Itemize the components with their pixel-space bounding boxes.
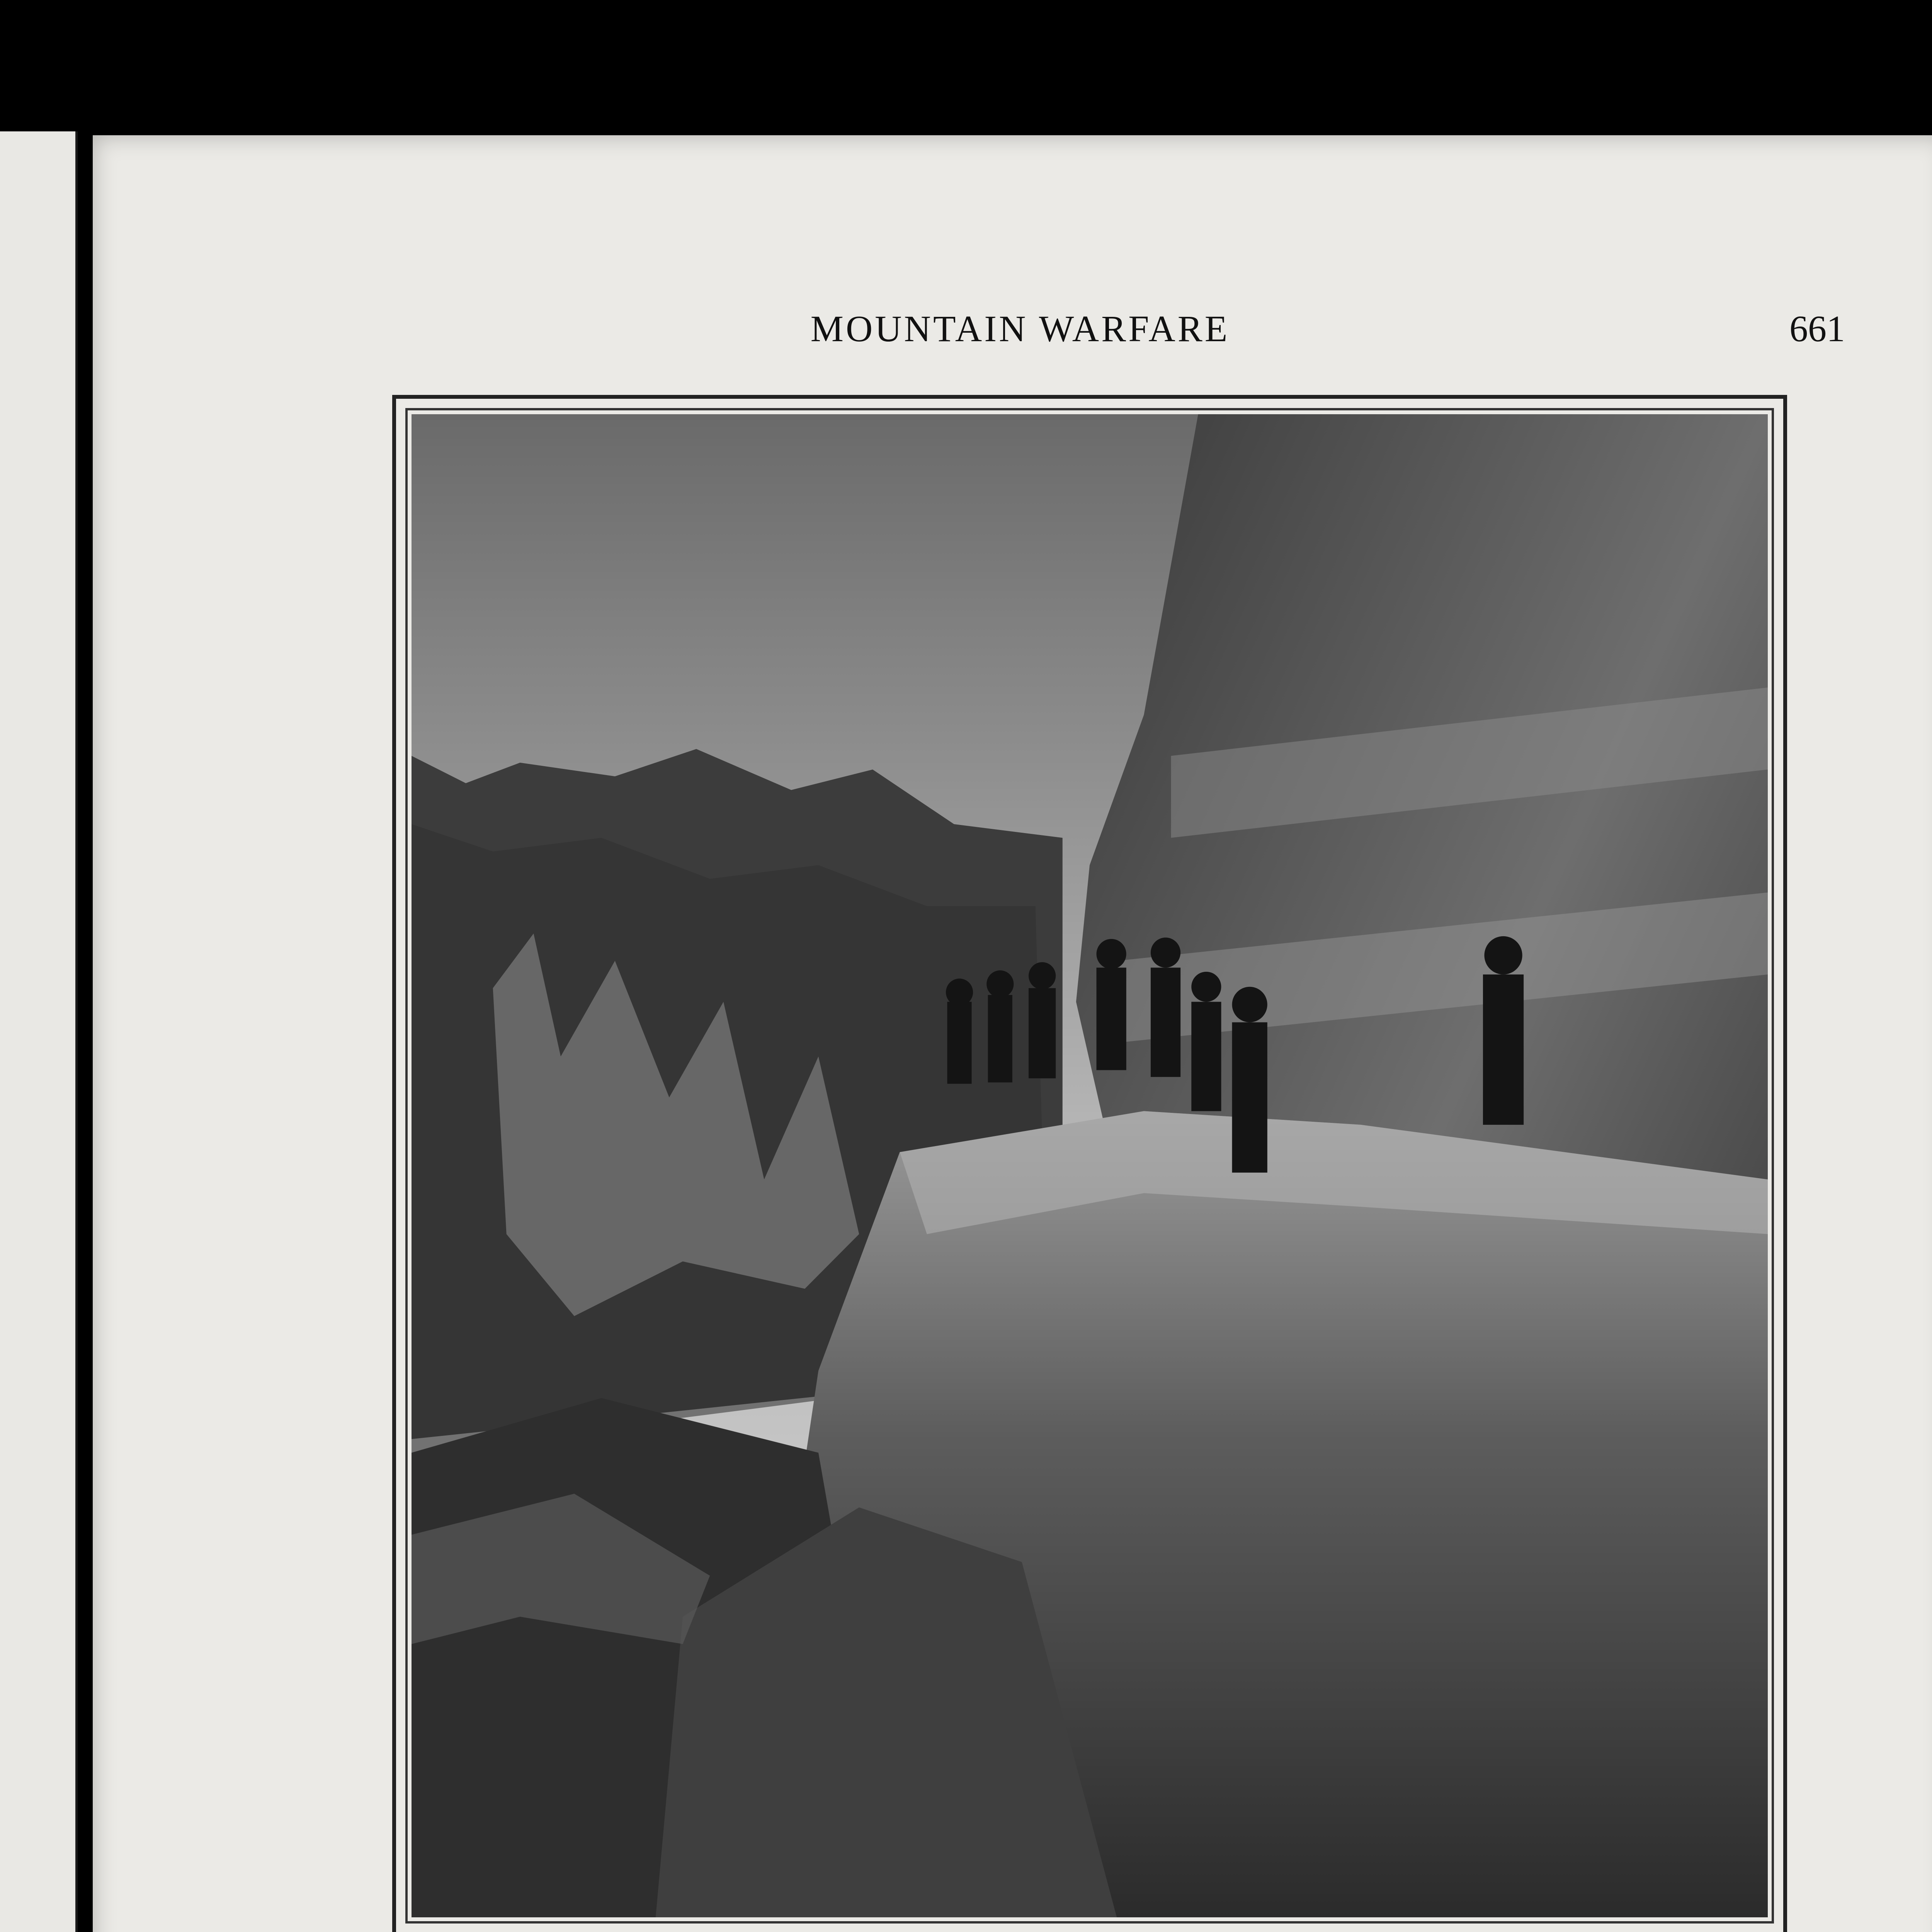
facing-page-edge — [0, 131, 78, 1932]
running-title: MOUNTAIN WARFARE — [810, 308, 1230, 349]
magazine-page — [93, 135, 1932, 1932]
alpine-troops-photo — [412, 414, 1768, 1917]
running-head — [93, 307, 1932, 384]
mountain-photo-illustration — [412, 414, 1768, 1917]
photo-plate — [392, 395, 1787, 1932]
page-number: 661 — [1789, 308, 1845, 349]
